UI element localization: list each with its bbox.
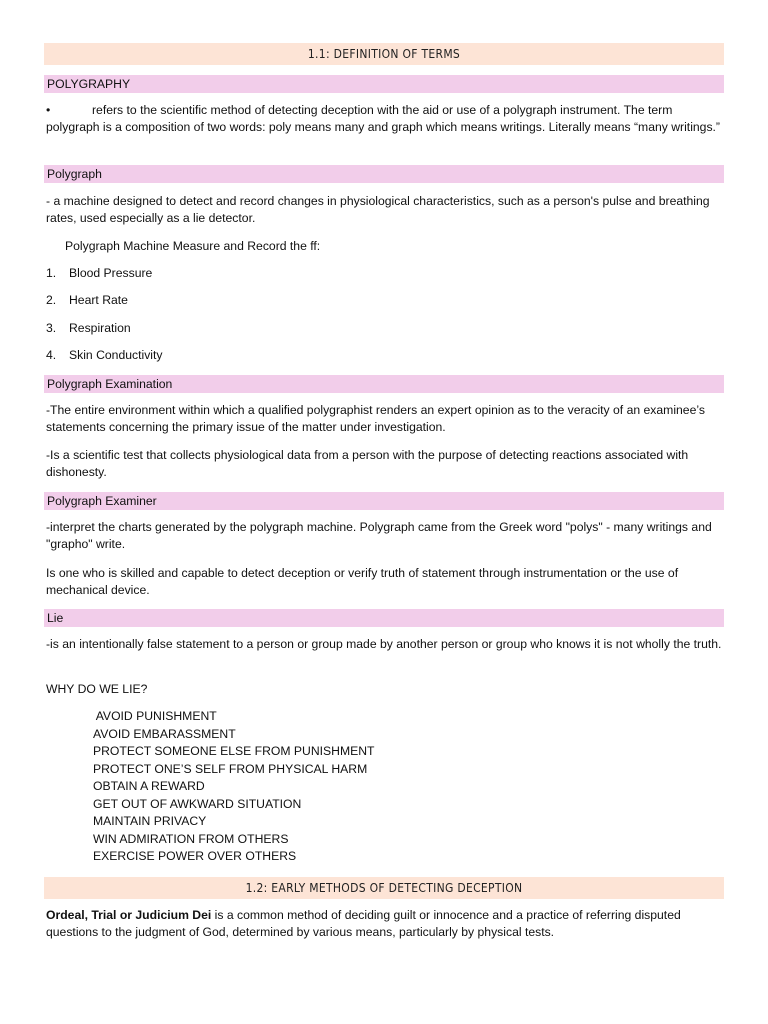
heading-polygraph-examination: Polygraph Examination [44, 375, 724, 393]
reasons-list [93, 708, 374, 866]
polygraphy-text: refers to the scientific method of detecting deception with the aid or use of a polygraph instrument. The term polygraph is a composition of two words: poly means many and graph which means writings. Literally means “many writings.” [46, 103, 720, 134]
ordeal-paragraph [46, 907, 724, 941]
list-item: EXERCISE POWER OVER OTHERS [93, 849, 297, 863]
list-item: 4. Skin Conductivity [46, 348, 163, 362]
list-item: AVOID PUNISHMENT [93, 709, 217, 723]
list-item: PROTECT SOMEONE ELSE FROM PUNISHMENT [93, 744, 375, 758]
section-title-definition-of-terms: 1.1: DEFINITION OF TERMS [44, 43, 724, 65]
heading-polygraph-examiner: Polygraph Examiner [44, 492, 724, 510]
examiner-definition-2: Is one who is skilled and capable to detect deception or verify truth of statement through instrumentation or the use of mechanical device. [46, 566, 679, 597]
list-item: MAINTAIN PRIVACY [93, 814, 207, 828]
polygraphy-definition [46, 102, 724, 136]
list-item: OBTAIN A REWARD [93, 779, 205, 793]
heading-polygraphy: POLYGRAPHY [44, 75, 724, 93]
list-item: PROTECT ONE’S SELF FROM PHYSICAL HARM [93, 761, 368, 776]
why-do-we-lie-heading: WHY DO WE LIE? [46, 682, 148, 696]
list-item: 3. Respiration [46, 321, 131, 335]
bullet: • [46, 103, 51, 117]
list-item: AVOID EMBARASSMENT [93, 726, 236, 741]
section-title-early-methods: 1.2: EARLY METHODS OF DETECTING DECEPTION [44, 877, 724, 899]
heading-polygraph: Polygraph [44, 165, 724, 183]
examination-definition-1: -The entire environment within which a qualified polygraphist renders an expert opinion as to the veracity of an examinee’s statements concerning the primary issue of the matter under investigation. [46, 403, 705, 434]
polygraph-definition: - a machine designed to detect and record changes in physiological characteristics, such as a person's pulse and breathing rates, used especially as a lie detector. [46, 194, 710, 225]
ordeal-text: is a common method of deciding guilt or innocence and a practice of referring disputed questions to the judgment of God, determined by various means, particularly by physical tests. [46, 908, 681, 939]
list-item: 2. Heart Rate [46, 293, 128, 307]
measure-intro: Polygraph Machine Measure and Record the ff: [65, 239, 321, 253]
ordeal-term: Ordeal, Trial or Judicium Dei [46, 908, 212, 922]
list-item: WIN ADMIRATION FROM OTHERS [93, 831, 289, 846]
list-item: 1. Blood Pressure [46, 266, 153, 280]
list-item: GET OUT OF AWKWARD SITUATION [93, 796, 302, 811]
examiner-definition-1: -interpret the charts generated by the polygraph machine. Polygraph came from the Greek word "polys" - many writings and "grapho" write. [46, 520, 712, 551]
heading-lie: Lie [44, 609, 724, 627]
examination-definition-2: -Is a scientific test that collects physiological data from a person with the purpose of detecting reactions associated with dishonesty. [46, 448, 689, 479]
lie-definition: -is an intentionally false statement to a person or group made by another person or group who knows it is not wholly the truth. [46, 637, 722, 651]
